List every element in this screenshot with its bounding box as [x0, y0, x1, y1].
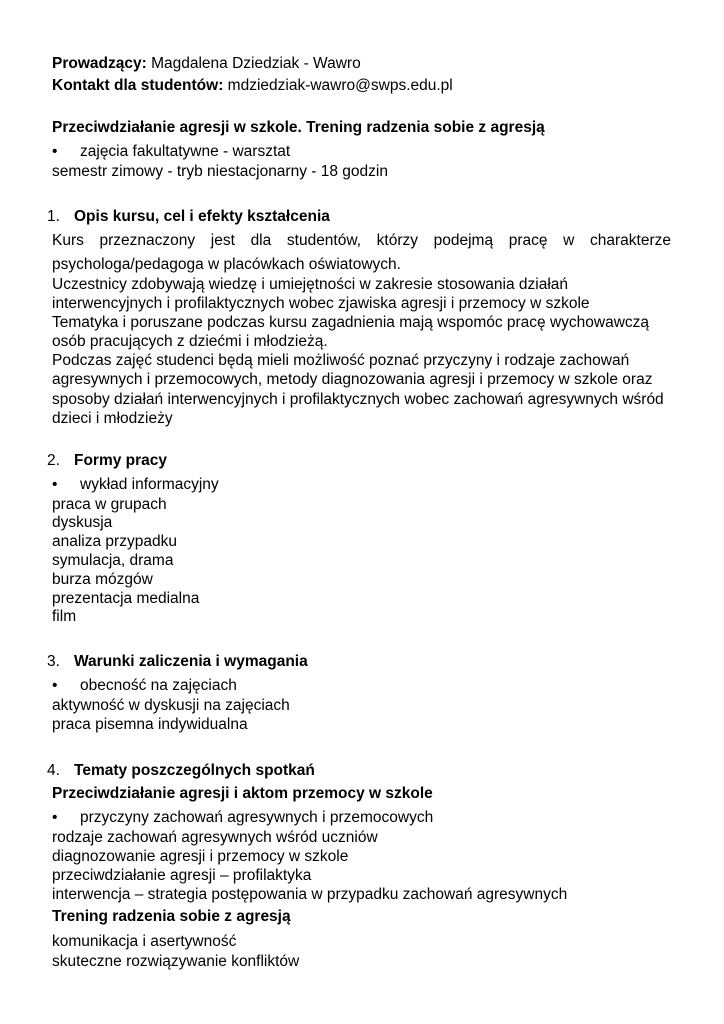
section-1-line: dzieci i młodzieży: [52, 410, 173, 427]
section-1-line: interwencyjnych i profilaktycznych wobec zjawiska agresji i przemocy w szkole: [52, 295, 590, 312]
list-item: skuteczne rozwiązywanie konfliktów: [52, 953, 300, 970]
section-3-number: 3.: [47, 653, 60, 670]
lecturer-label: Prowadzący:: [52, 55, 147, 72]
word: przeznaczony: [99, 232, 196, 249]
section-1-line: Tematyka i poruszane podczas kursu zagadnienia mają wspomóc pracę wychowawczą: [52, 314, 650, 331]
list-item: praca pisemna indywidualna: [52, 716, 248, 733]
section-1-line: psychologa/pedagoga w placówkach oświatowych.: [52, 256, 401, 273]
list-item: praca w grupach: [52, 496, 167, 513]
list-item: interwencja – strategia postępowania w przypadku zachowań agresywnych: [52, 886, 568, 903]
list-item: symulacja, drama: [52, 552, 174, 569]
section-1-number: 1.: [47, 208, 60, 225]
section-1-line: agresywnych i przemocowych, metody diagnozowania agresji i przemocy w szkole oraz: [52, 371, 653, 388]
contact-email: mdziedziak-wawro@swps.edu.pl: [227, 77, 453, 94]
list-item: dyskusja: [52, 514, 113, 531]
list-item: film: [52, 608, 77, 625]
lecturer-name: Magdalena Dziedziak - Wawro: [151, 55, 361, 72]
lecturer-line: [52, 54, 361, 73]
word: Kurs: [52, 232, 84, 249]
section-2-title: Formy pracy: [74, 452, 168, 469]
list-item: analiza przypadku: [52, 533, 177, 550]
course-title: Przeciwdziałanie agresji w szkole. Trening radzenia sobie z agresją: [52, 119, 545, 136]
section-4-number: 4.: [47, 762, 60, 779]
contact-line: [52, 76, 453, 95]
bullet: •: [52, 476, 58, 493]
list-item: przeciwdziałanie agresji – profilaktyka: [52, 867, 312, 884]
list-item: diagnozowanie agresji i przemocy w szkole: [52, 848, 349, 865]
list-item: aktywność w dyskusji na zajęciach: [52, 697, 290, 714]
word: jest: [210, 232, 235, 249]
bullet: •: [52, 809, 58, 826]
section-4-subtitle-1: Przeciwdziałanie agresji i aktom przemocy w szkole: [52, 785, 433, 802]
word: w: [563, 232, 575, 249]
word: podejmą: [433, 232, 494, 249]
contact-label: Kontakt dla studentów:: [52, 77, 224, 94]
list-item: prezentacja medialna: [52, 590, 200, 607]
section-4-subtitle-2: Trening radzenia sobie z agresją: [52, 908, 291, 925]
section-4-title: Tematy poszczególnych spotkań: [74, 762, 315, 779]
bullet: •: [52, 677, 58, 694]
section-1-line: Podczas zajęć studenci będą mieli możliwość poznać przyczyny i rodzaje zachowań: [52, 352, 630, 369]
section-2-bullet-item: wykład informacyjny: [80, 476, 219, 493]
section-1-line: [52, 231, 671, 250]
section-1-title: Opis kursu, cel i efekty kształcenia: [74, 208, 330, 225]
course-schedule: semestr zimowy - tryb niestacjonarny - 18 godzin: [52, 163, 388, 180]
word: studentów,: [286, 232, 361, 249]
word: pracę: [508, 232, 548, 249]
word: dla: [250, 232, 272, 249]
section-2-number: 2.: [47, 452, 60, 469]
section-1-line: Uczestnicy zdobywają wiedzę i umiejętności w zakresie stosowania działań: [52, 276, 569, 293]
section-1-line: sposoby działań interwencyjnych i profilaktycznych wobec zachowań agresywnych wśród: [52, 391, 664, 408]
word: którzy: [376, 232, 418, 249]
course-type: zajęcia fakultatywne - warsztat: [80, 143, 291, 160]
list-item: komunikacja i asertywność: [52, 933, 237, 950]
section-3-title: Warunki zaliczenia i wymagania: [74, 653, 308, 670]
word: charakterze: [590, 232, 671, 249]
section-1-line: osób pracujących z dziećmi i młodzieżą.: [52, 333, 328, 350]
section-4-bullet-item: przyczyny zachowań agresywnych i przemocowych: [80, 809, 434, 826]
list-item: burza mózgów: [52, 571, 153, 588]
bullet: •: [52, 143, 58, 160]
list-item: rodzaje zachowań agresywnych wśród uczniów: [52, 829, 378, 846]
section-3-bullet-item: obecność na zajęciach: [80, 677, 237, 694]
